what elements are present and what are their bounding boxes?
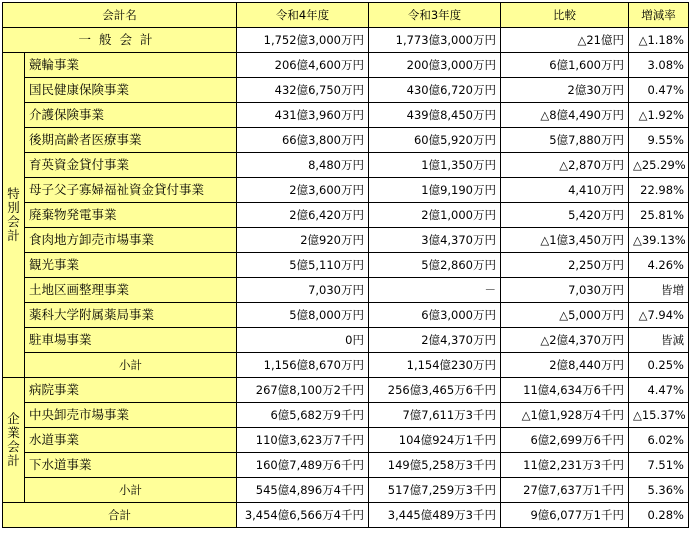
table-row bbox=[3, 178, 689, 203]
table-row bbox=[3, 328, 689, 353]
change-rate: 9.55% bbox=[629, 128, 689, 153]
header-rate: 増減率 bbox=[629, 3, 689, 28]
table-row bbox=[3, 278, 689, 303]
table-row bbox=[3, 203, 689, 228]
table-row bbox=[3, 153, 689, 178]
r4-amount: 160億7,489万6千円 bbox=[237, 453, 369, 478]
change-rate: △7.94% bbox=[629, 303, 689, 328]
account-name: 介護保険事業 bbox=[25, 103, 237, 128]
r3-amount: 439億8,450万円 bbox=[369, 103, 501, 128]
change-rate: 皆増 bbox=[629, 278, 689, 303]
account-name: 下水道事業 bbox=[25, 453, 237, 478]
total-row bbox=[3, 503, 689, 528]
r4-amount: 5億8,000万円 bbox=[237, 303, 369, 328]
account-name: 育英資金貸付事業 bbox=[25, 153, 237, 178]
account-name: 競輪事業 bbox=[25, 53, 237, 78]
diff-amount: △1億3,450万円 bbox=[501, 228, 629, 253]
special-account-group-char: 別 bbox=[7, 200, 20, 215]
table-row bbox=[3, 428, 689, 453]
r3-amount: 104億924万1千円 bbox=[369, 428, 501, 453]
table-row bbox=[3, 128, 689, 153]
table-row bbox=[3, 228, 689, 253]
general-account-row bbox=[3, 28, 689, 53]
r4-amount: 206億4,600万円 bbox=[237, 53, 369, 78]
special-account-group-char: 会 bbox=[7, 214, 20, 229]
r4-amount: 5億5,110万円 bbox=[237, 253, 369, 278]
general-account-label: 一般会計 bbox=[3, 28, 237, 53]
r4-amount: 2億920万円 bbox=[237, 228, 369, 253]
enterprise-account-subtotal-row bbox=[3, 478, 689, 503]
diff-amount: △5,000万円 bbox=[501, 303, 629, 328]
diff-amount: △2億4,370万円 bbox=[501, 328, 629, 353]
diff-amount: 6億1,600万円 bbox=[501, 53, 629, 78]
header-row bbox=[3, 3, 689, 28]
diff-amount: 7,030万円 bbox=[501, 278, 629, 303]
enterprise-account-group-char: 業 bbox=[7, 425, 20, 440]
subtotal-r3: 1,154億230万円 bbox=[369, 353, 501, 378]
subtotal-rate: 5.36% bbox=[629, 478, 689, 503]
diff-amount: 2億30万円 bbox=[501, 78, 629, 103]
table-row bbox=[3, 103, 689, 128]
r4-amount: 6億5,682万9千円 bbox=[237, 403, 369, 428]
account-name: 薬科大学附属薬局事業 bbox=[25, 303, 237, 328]
change-rate: 3.08% bbox=[629, 53, 689, 78]
r3-amount: 2億1,000万円 bbox=[369, 203, 501, 228]
table-row bbox=[3, 78, 689, 103]
account-name: 駐車場事業 bbox=[25, 328, 237, 353]
account-name: 国民健康保険事業 bbox=[25, 78, 237, 103]
header-r4: 令和4年度 bbox=[237, 3, 369, 28]
table-row bbox=[3, 453, 689, 478]
special-account-group-label bbox=[3, 53, 25, 378]
special-account-group-char: 計 bbox=[7, 228, 20, 243]
r3-amount: 6億3,000万円 bbox=[369, 303, 501, 328]
account-name: 中央卸売市場事業 bbox=[25, 403, 237, 428]
change-rate: 4.26% bbox=[629, 253, 689, 278]
r3-amount: 149億5,258万3千円 bbox=[369, 453, 501, 478]
subtotal-r4: 545億4,896万4千円 bbox=[237, 478, 369, 503]
diff-amount: 4,410万円 bbox=[501, 178, 629, 203]
change-rate: 25.81% bbox=[629, 203, 689, 228]
change-rate: 22.98% bbox=[629, 178, 689, 203]
total-r4: 3,454億6,566万4千円 bbox=[237, 503, 369, 528]
change-rate: 皆減 bbox=[629, 328, 689, 353]
general-r4: 1,752億3,000万円 bbox=[237, 28, 369, 53]
enterprise-account-group-char: 企 bbox=[7, 411, 20, 426]
table-row bbox=[3, 378, 689, 403]
change-rate: △39.13% bbox=[629, 228, 689, 253]
header-r3: 令和3年度 bbox=[369, 3, 501, 28]
total-r3: 3,445億489万3千円 bbox=[369, 503, 501, 528]
r4-amount: 8,480万円 bbox=[237, 153, 369, 178]
account-name: 観光事業 bbox=[25, 253, 237, 278]
table-row bbox=[3, 253, 689, 278]
diff-amount: 6億2,699万6千円 bbox=[501, 428, 629, 453]
account-name: 後期高齢者医療事業 bbox=[25, 128, 237, 153]
change-rate: 6.02% bbox=[629, 428, 689, 453]
subtotal-rate: 0.25% bbox=[629, 353, 689, 378]
subtotal-label: 小計 bbox=[25, 478, 237, 503]
r3-amount: 256億3,465万6千円 bbox=[369, 378, 501, 403]
change-rate: △25.29% bbox=[629, 153, 689, 178]
diff-amount: △1億1,928万4千円 bbox=[501, 403, 629, 428]
total-diff: 9億6,077万1千円 bbox=[501, 503, 629, 528]
enterprise-account-group-label bbox=[3, 378, 25, 503]
table-row bbox=[3, 303, 689, 328]
change-rate: 7.51% bbox=[629, 453, 689, 478]
subtotal-r3: 517億7,259万3千円 bbox=[369, 478, 501, 503]
change-rate: 0.47% bbox=[629, 78, 689, 103]
r4-amount: 0円 bbox=[237, 328, 369, 353]
account-name: 土地区画整理事業 bbox=[25, 278, 237, 303]
diff-amount: 11億2,231万3千円 bbox=[501, 453, 629, 478]
diff-amount: △2,870万円 bbox=[501, 153, 629, 178]
r3-amount: 5億2,860万円 bbox=[369, 253, 501, 278]
general-rate: △1.18% bbox=[629, 28, 689, 53]
r4-amount: 431億3,960万円 bbox=[237, 103, 369, 128]
total-rate: 0.28% bbox=[629, 503, 689, 528]
r3-amount: 1億9,190万円 bbox=[369, 178, 501, 203]
enterprise-account-group-char: 計 bbox=[7, 453, 20, 468]
account-name: 病院事業 bbox=[25, 378, 237, 403]
diff-amount: △8億4,490万円 bbox=[501, 103, 629, 128]
r4-amount: 2億6,420万円 bbox=[237, 203, 369, 228]
change-rate: 4.47% bbox=[629, 378, 689, 403]
r3-amount: 430億6,720万円 bbox=[369, 78, 501, 103]
r3-amount: 1億1,350万円 bbox=[369, 153, 501, 178]
account-name: 廃棄物発電事業 bbox=[25, 203, 237, 228]
header-diff: 比較 bbox=[501, 3, 629, 28]
r4-amount: 7,030万円 bbox=[237, 278, 369, 303]
change-rate: △1.92% bbox=[629, 103, 689, 128]
diff-amount: 5億7,880万円 bbox=[501, 128, 629, 153]
r3-amount: 2億4,370万円 bbox=[369, 328, 501, 353]
account-name: 母子父子寡婦福祉資金貸付事業 bbox=[25, 178, 237, 203]
r4-amount: 432億6,750万円 bbox=[237, 78, 369, 103]
subtotal-r4: 1,156億8,670万円 bbox=[237, 353, 369, 378]
r3-amount: 60億5,920万円 bbox=[369, 128, 501, 153]
total-label: 合計 bbox=[3, 503, 237, 528]
diff-amount: 2,250万円 bbox=[501, 253, 629, 278]
budget-table bbox=[2, 2, 689, 528]
general-diff: △21億円 bbox=[501, 28, 629, 53]
subtotal-diff: 27億7,637万1千円 bbox=[501, 478, 629, 503]
r4-amount: 66億3,800万円 bbox=[237, 128, 369, 153]
r3-amount: 200億3,000万円 bbox=[369, 53, 501, 78]
general-r3: 1,773億3,000万円 bbox=[369, 28, 501, 53]
account-name: 食肉地方卸売市場事業 bbox=[25, 228, 237, 253]
diff-amount: 11億4,634万6千円 bbox=[501, 378, 629, 403]
r4-amount: 110億3,623万7千円 bbox=[237, 428, 369, 453]
table-row bbox=[3, 403, 689, 428]
enterprise-account-group-char: 会 bbox=[7, 439, 20, 454]
r3-amount: 3億4,370万円 bbox=[369, 228, 501, 253]
account-name: 水道事業 bbox=[25, 428, 237, 453]
r3-amount: 7億7,611万3千円 bbox=[369, 403, 501, 428]
special-account-subtotal-row bbox=[3, 353, 689, 378]
subtotal-label: 小計 bbox=[25, 353, 237, 378]
table-row bbox=[3, 53, 689, 78]
header-name: 会計名 bbox=[3, 3, 237, 28]
r3-amount: － bbox=[369, 278, 501, 303]
change-rate: △15.37% bbox=[629, 403, 689, 428]
subtotal-diff: 2億8,440万円 bbox=[501, 353, 629, 378]
r4-amount: 267億8,100万2千円 bbox=[237, 378, 369, 403]
special-account-group-char: 特 bbox=[7, 186, 20, 201]
diff-amount: 5,420万円 bbox=[501, 203, 629, 228]
r4-amount: 2億3,600万円 bbox=[237, 178, 369, 203]
